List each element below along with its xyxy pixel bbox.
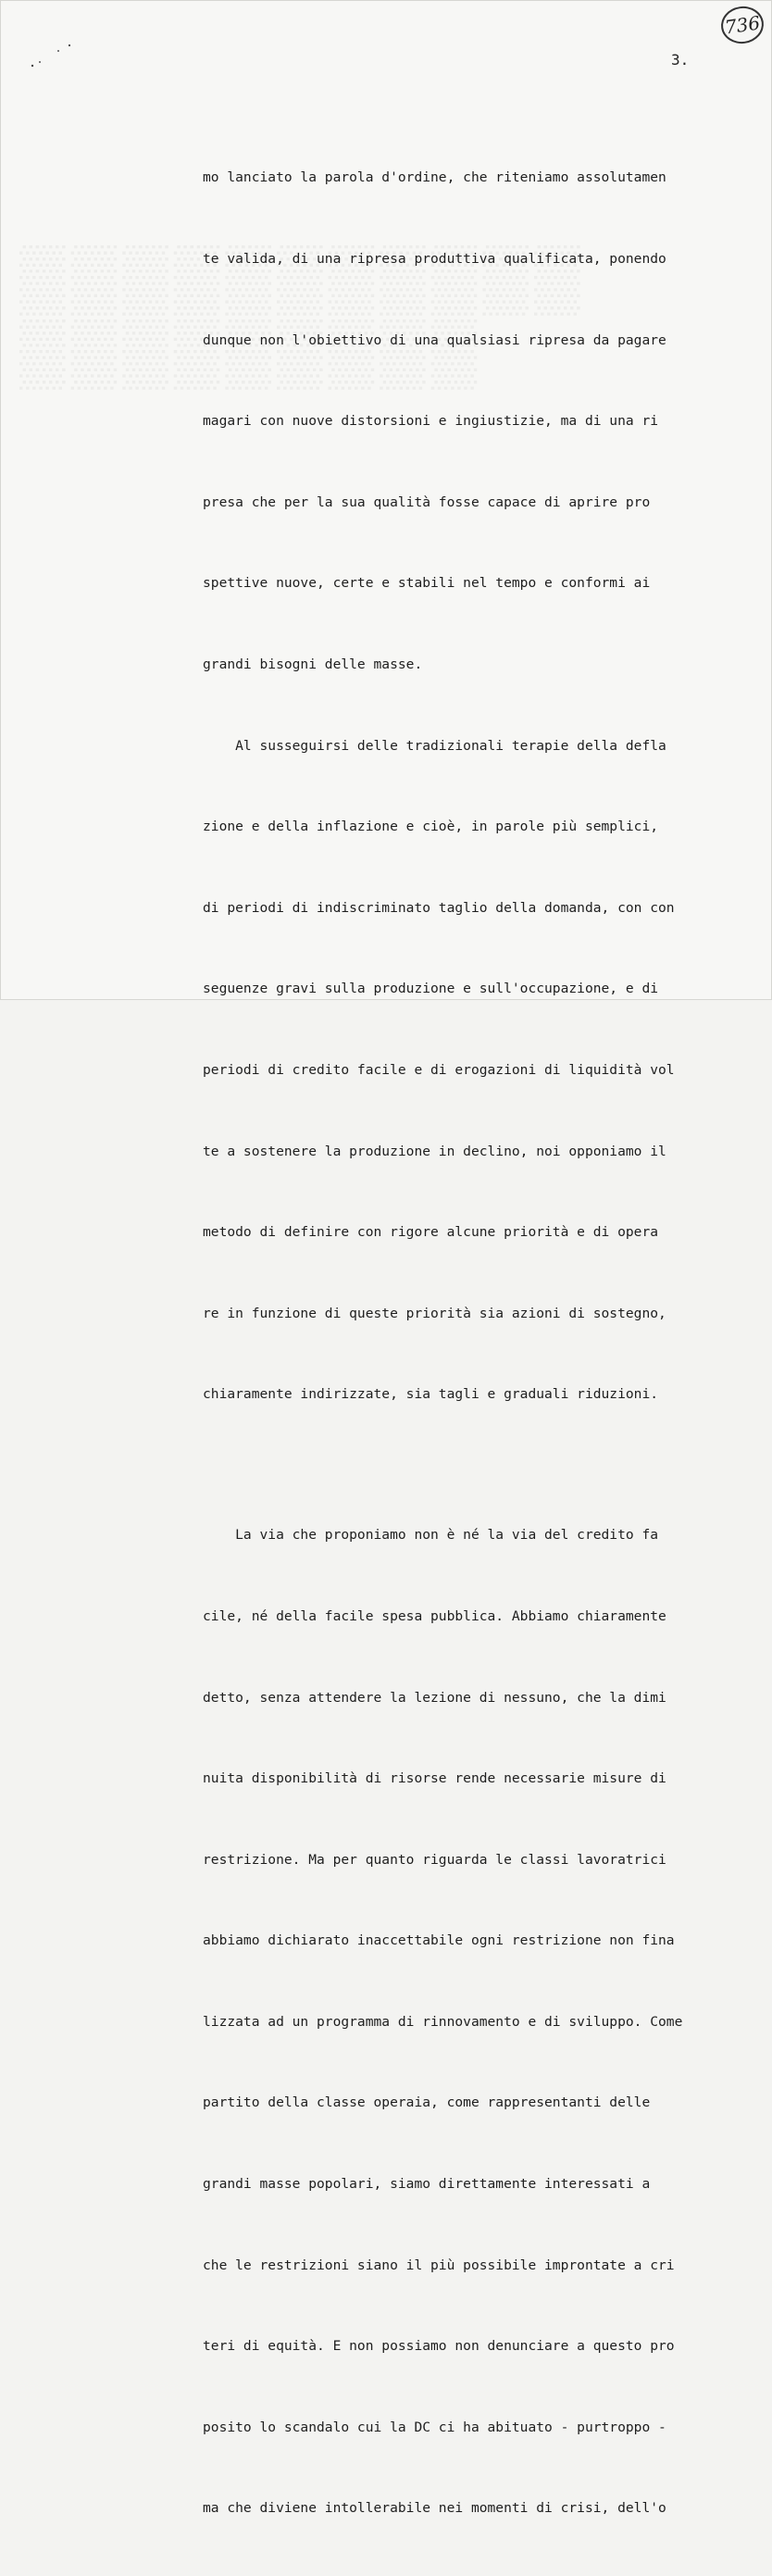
text-line: che le restrizioni siano il più possibile improntate a cri [203, 2257, 675, 2273]
text-line: mo lanciato la parola d'ordine, che riteniamo assolutamen [203, 169, 666, 186]
text-line: detto, senza attendere la lezione di nessuno, che la dimi [203, 1689, 666, 1706]
text-line: re in funzione di queste priorità sia azioni di sostegno, [203, 1305, 666, 1321]
text-line: presa che per la sua qualità fosse capace di aprire pro [203, 494, 651, 510]
page-number: 3. [671, 51, 690, 69]
text-line: partito della classe operaia, come rappresentanti delle [203, 2095, 651, 2111]
text-line: metodo di definire con rigore alcune priorità e di opera [203, 1224, 659, 1241]
text-line: Al susseguirsi delle tradizionali terapie della defla [203, 737, 666, 754]
paragraph-gap [203, 1462, 740, 1468]
text-line: teri di equità. E non possiamo non denunciare a questo pro [203, 2338, 675, 2355]
text-line: cile, né della facile spesa pubblica. Abbiamo chiaramente [203, 1607, 666, 1624]
text-line: dunque non l'obiettivo di una qualsiasi ripresa da pagare [203, 331, 666, 348]
text-line: grandi masse popolari, siamo direttamente interessati a [203, 2176, 651, 2193]
text-line: te valida, di una ripresa produttiva qualificata, ponendo [203, 251, 666, 267]
archive-number-stamp: 736 [718, 4, 766, 46]
text-line: chiaramente indirizzate, sia tagli e graduali riduzioni. [203, 1386, 659, 1403]
text-line: posito lo scandalo cui la DC ci ha abituato - purtroppo - [203, 2419, 666, 2435]
text-line: grandi bisogni delle masse. [203, 656, 423, 672]
text-line: lizzata ad un programma di rinnovamento e di sviluppo. Come [203, 2013, 683, 2030]
typewritten-body [203, 110, 740, 2576]
text-line: abbiamo dichiarato inaccettabile ogni restrizione non fina [203, 1932, 675, 1949]
text-line: restrizione. Ma per quanto riguarda le classi lavoratrici [203, 1851, 666, 1868]
text-line: di periodi di indiscriminato taglio della domanda, con con [203, 899, 675, 916]
text-line: zione e della inflazione e cioè, in parole più semplici, [203, 819, 659, 835]
text-line: periodi di credito facile e di erogazioni di liquidità vol [203, 1061, 675, 1078]
text-line: nuita disponibilità di risorse rende necessarie misure di [203, 1770, 666, 1787]
text-line: magari con nuove distorsioni e ingiustizie, ma di una ri [203, 413, 659, 430]
ink-specks [27, 38, 82, 75]
text-line: ma che diviene intollerabile nei momenti di crisi, dell'o [203, 2500, 666, 2517]
text-line: seguenze gravi sulla produzione e sull'occupazione, e di [203, 981, 659, 997]
text-line: te a sostenere la produzione in declino, noi opponiamo il [203, 1143, 666, 1159]
text-line: La via che proponiamo non è né la via del credito fa [203, 1527, 659, 1544]
text-line: spettive nuove, certe e stabili nel tempo e conformi ai [203, 575, 651, 592]
